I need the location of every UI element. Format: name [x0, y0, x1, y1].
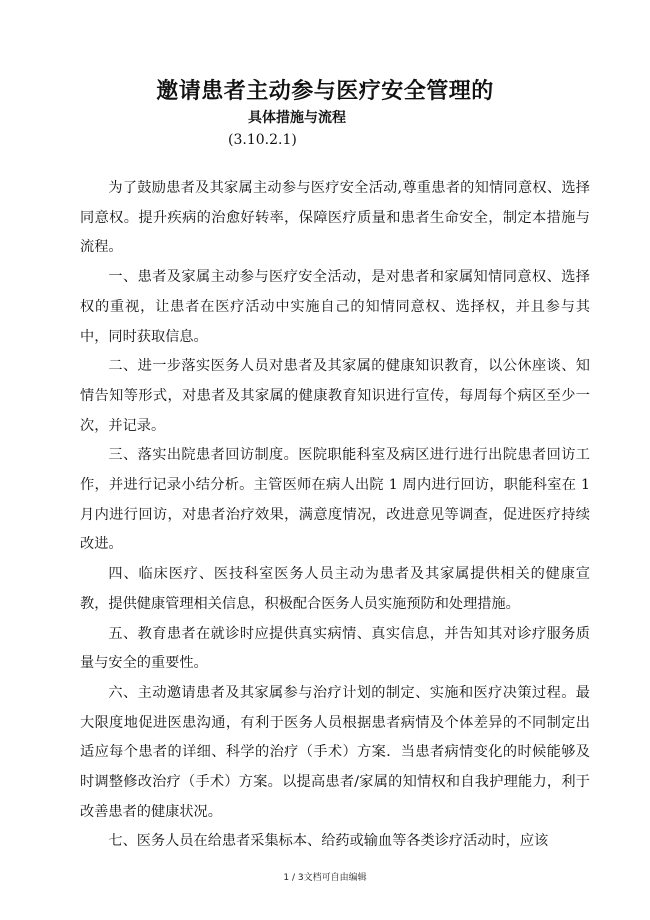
paragraph-2: 二、进一步落实医务人员对患者及其家属的健康知识教育，以公休座谈、知情告知等形式，对患者及其家属的健康教育知识进行宣传，每周每个病区至少一次，并记录。: [80, 358, 590, 434]
paragraph-6: 六、主动邀请患者及其家属参与治疗计划的制定、实施和医疗决策过程。最大限度地促进医患沟通，有利于医务人员根据患者病情及个体差异的不同制定出适应每个患者的详细、科学的治疗（手术）方案．当患者病情变化的时候能够及时调整修改治疗（手术）方案。以提高患者/家属的知情权和自我护理能力，利于改善患者的健康状况。: [80, 684, 590, 820]
document-title: 邀请患者主动参与医疗安全管理的: [156, 79, 494, 104]
paragraph-1: 一、患者及家属主动参与医疗安全活动，是对患者和家属知情同意权、选择权的重视，让患者在医疗活动中实施自己的知情同意权、选择权，并且参与其中，同时获取信息。: [80, 269, 590, 345]
page-footer: 1 / 3文档可自由编辑: [283, 873, 367, 883]
paragraph-3: 三、落实出院患者回访制度。医院职能科室及病区进行进行出院患者回访工作，并进行记录小结分析。主管医师在病人出院 1 周内进行回访，职能科室在 1 月内进行回访，对患者治疗效果，满意度情况，改进意见等调查，促进医疗持续改进。: [80, 447, 590, 553]
document-code: (3.10.2.1): [228, 132, 297, 148]
paragraph-7: 七、医务人员在给患者采集标本、给药或输血等各类诊疗活动时，应该: [108, 833, 549, 850]
paragraph-intro: 为了鼓励患者及其家属主动参与医疗安全活动,尊重患者的知情同意权、选择同意权。提升疾病的治愈好转率，保障医疗质量和患者生命安全，制定本措施与流程。: [80, 180, 590, 256]
paragraph-5: 五、教育患者在就诊时应提供真实病情、真实信息，并告知其对诊疗服务质量与安全的重要性。: [80, 625, 590, 672]
document-body: [80, 174, 590, 857]
paragraph-4: 四、临床医疗、医技科室医务人员主动为患者及其家属提供相关的健康宣教，提供健康管理相关信息，积极配合医务人员实施预防和处理措施。: [80, 566, 590, 612]
document-subtitle: 具体措施与流程: [248, 110, 346, 126]
